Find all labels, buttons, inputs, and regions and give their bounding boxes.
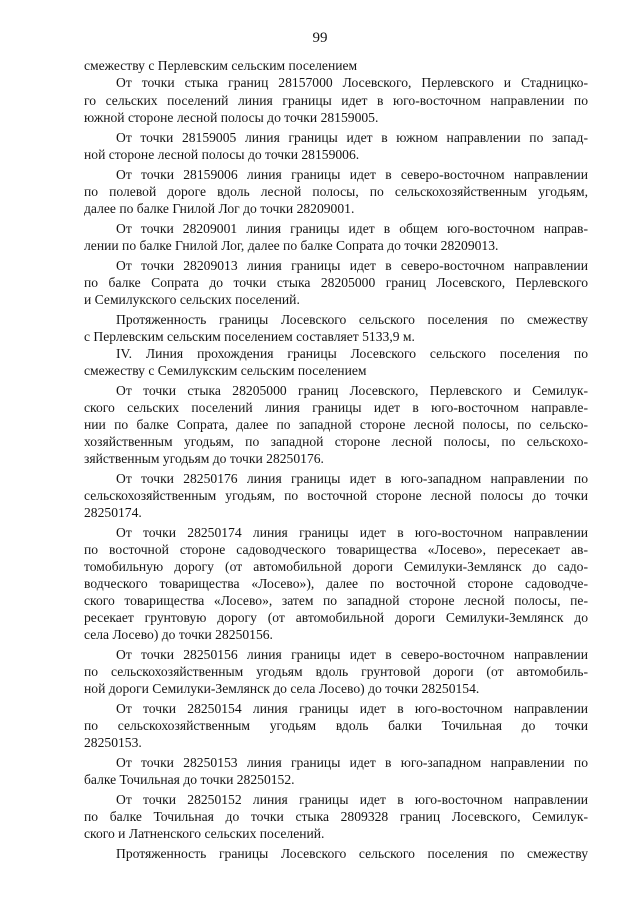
text-line: южной стороне лесной полосы до точки 28159005. (84, 110, 379, 125)
text-line: От точки 28250153 линия границы идет в юго-западном направлении по (116, 755, 588, 770)
text-line: От точки 28209001 линия границы идет в общем юго-восточном направ- (116, 221, 588, 236)
text-line: хозяйственным угодьям, по западной стороне лесной полосы, по сельскохо- (84, 434, 588, 449)
text-line: зяйственным угодьям до точки 28250176. (84, 451, 324, 466)
section-heading: IV. Линия прохождения границы Лосевского сельского поселения по (116, 346, 588, 361)
text-line: 28250153. (84, 735, 142, 750)
text-line: ной стороне лесной полосы до точки 28159006. (84, 147, 360, 162)
text-line: От точки 28159005 линия границы идет в южном направлении по запад- (116, 130, 588, 145)
text-line: 28250174. (84, 505, 142, 520)
text-line: по балке Точильная до точки стыка 2809328 границ Лосевского, Семилук- (84, 809, 588, 824)
text-line: по полевой дороге вдоль лесной полосы, по сельскохозяйственным угодьям, (84, 184, 588, 199)
text-line: ского сельских поселений линия границы идет в юго-восточном направле- (84, 400, 588, 415)
text-line: ского и Латненского сельских поселений. (84, 826, 325, 841)
text-line: Протяженность границы Лосевского сельского поселения по смежеству (116, 846, 588, 861)
text-line: смежеству с Перлевским сельским поселением (84, 58, 358, 73)
text-line: От точки стыка 28205000 границ Лосевского, Перлевского и Семилук- (116, 383, 588, 398)
page-number: 99 (312, 30, 328, 46)
text-line: далее по балке Гнилой Лог до точки 28209001. (84, 201, 355, 216)
text-line: ресекает грунтовую дорогу (от автомобильной дороги Семилуки-Землянск до (84, 610, 588, 625)
text-line: От точки 28250176 линия границы идет в юго-западном направлении по (116, 471, 588, 486)
text-line: От точки 28250156 линия границы идет в северо-восточном направлении (116, 647, 588, 662)
text-line: села Лосево) до точки 28250156. (84, 627, 273, 642)
text-line: От точки 28159006 линия границы идет в северо-восточном направлении (116, 167, 588, 182)
text-line: с Перлевским сельским поселением составляет 5133,9 м. (84, 329, 415, 344)
text-line: Протяженность границы Лосевского сельского поселения по смежеству (116, 312, 588, 327)
text-line: по сельскохозяйственным угодьям вдоль балки Точильная до точки (84, 718, 588, 733)
text-line: От точки 28250174 линия границы идет в юго-восточном направлении (116, 525, 588, 540)
text-line: балке Точильная до точки 28250152. (84, 772, 295, 787)
text-line: От точки 28209013 линия границы идет в северо-восточном направлении (116, 258, 588, 273)
text-line: и Семилукского сельских поселений. (84, 292, 300, 307)
text-line: ского товарищества «Лосево», затем по западной стороне лесной полосы, пе- (84, 593, 588, 608)
text-line: сельскохозяйственным угодьям, по восточной стороне лесной полосы до точки (84, 488, 588, 503)
section-heading: смежеству с Семилукским сельским поселением (84, 363, 367, 378)
text-line: го сельских поселений линия границы идет в юго-восточном направлении по (84, 93, 588, 108)
text-line: От точки стыка границ 28157000 Лосевского, Перлевского и Стадницко- (116, 75, 588, 90)
text-line: От точки 28250154 линия границы идет в юго-восточном направлении (116, 701, 588, 716)
text-line: лении по балке Гнилой Лог, далее по балке Сопрата до точки 28209013. (84, 238, 499, 253)
text-line: по восточной стороне садоводческого товарищества «Лосево», пересекает ав- (84, 542, 588, 557)
text-line: томобильную дорогу (от автомобильной дороги Семилуки-Землянск до садо- (84, 559, 588, 574)
text-line: водческого товарищества «Лосево»), далее по восточной стороне садоводче- (84, 576, 588, 591)
text-line: нии по балке Сопрата, далее по западной стороне лесной полосы, по сельско- (84, 417, 588, 432)
text-line: ной дороги Семилуки-Землянск до села Лосево) до точки 28250154. (84, 681, 480, 696)
text-line: по балке Сопрата до точки стыка 28205000 границ Лосевского, Перлевского (84, 275, 588, 290)
text-line: по сельскохозяйственным угодьям вдоль грунтовой дороги (от автомобиль- (84, 664, 588, 679)
text-line: От точки 28250152 линия границы идет в юго-восточном направлении (116, 792, 588, 807)
